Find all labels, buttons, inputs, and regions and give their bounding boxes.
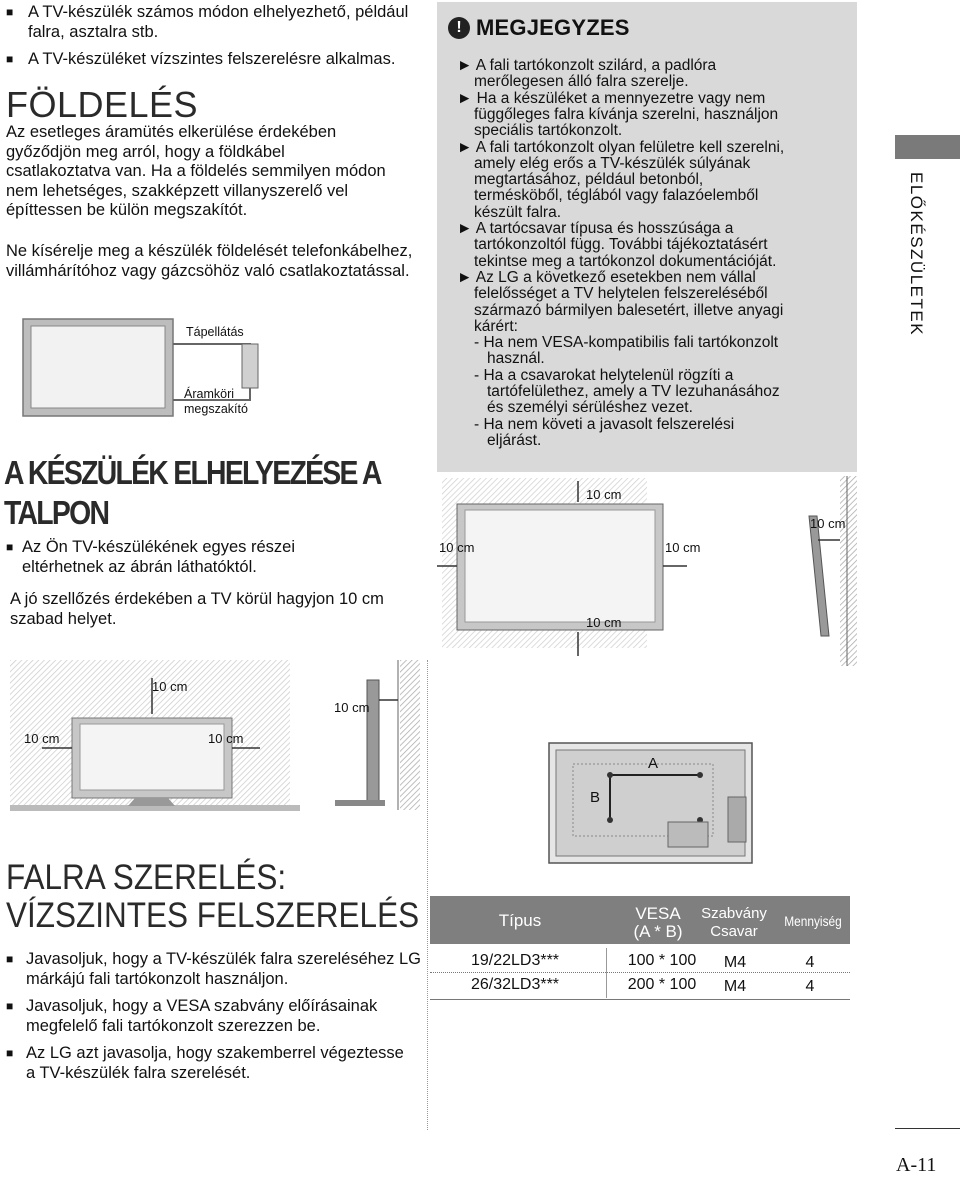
side-tab-label: ELŐKÉSZÜLETEK <box>907 172 926 337</box>
row1-screw: M4 <box>723 954 747 971</box>
row2-screw: M4 <box>723 978 747 995</box>
bullet-icon: ■ <box>6 540 14 554</box>
stand-bullet <box>6 538 366 577</box>
side-tab-bar <box>895 135 960 159</box>
wall-mount-title-2: VÍZSZINTES FELSZERELÉS <box>6 896 420 935</box>
bullet-text: Az LG azt javasolja, hogy szakemberrel végeztesse a TV-készülék falra szerelését. <box>26 1044 404 1082</box>
row1-qty: 4 <box>805 954 815 971</box>
page-number-rule <box>895 1128 960 1129</box>
bullet-text: Javasoljuk, hogy a VESA szabvány előírásainak megfelelő fali tartókonzolt szerezzen be. <box>26 997 378 1035</box>
bullet-icon: ■ <box>6 952 14 966</box>
row2-qty: 4 <box>805 978 815 995</box>
note-item-line: tekintse meg a tartókonzol dokumentációját. <box>474 252 777 270</box>
note-sub-item-line: és személyi sérüléshez vezet. <box>487 399 693 417</box>
note-item-line: felelősséget a TV helytelen felszereléséből <box>474 285 768 303</box>
clearance-top-label: 10 cm <box>152 679 188 694</box>
wall-side-label: 10 cm <box>810 516 846 531</box>
grounding-para-2: Ne kísérelje meg a készülék földelését telefonkábelhez, villámhárítóhoz vagy gázcsöhöz való csatlakoztatással. <box>6 242 413 280</box>
spec-row-divider-1 <box>430 972 850 973</box>
row2-model: 26/32LD3*** <box>470 976 560 993</box>
wall-mount-title-1: FALRA SZERELÉS: <box>6 858 287 897</box>
note-item-line-first: ► A fali tartókonzolt olyan felületre kell szerelni, <box>457 138 785 156</box>
note-item-line: tartókonzoltól függ. További tájékoztatásért <box>474 236 768 254</box>
bullet-icon: ■ <box>6 5 14 19</box>
note-item-line: termésköből, téglából vagy falazóelemből <box>474 187 759 205</box>
note-sub-item-line: tartófelülethez, amely a TV lezuhanásához <box>487 383 780 400</box>
spec-col-divider-1 <box>606 948 607 998</box>
row2-vesa: 200 * 100 <box>627 976 697 993</box>
clearance-left-label: 10 cm <box>24 731 60 746</box>
header-vesa-2: (A * B) <box>633 922 683 941</box>
note-item-line: származó bármilyen balesetért, illetve anyagi <box>474 301 784 319</box>
note-title: MEGJEGYZES <box>476 15 630 40</box>
bullet-text: Javasoljuk, hogy a TV-készülék falra szereléséhez LG márkájú fali tartókonzolt használjon. <box>26 950 421 988</box>
note-item-line: merőlegesen álló falra szerelje. <box>474 73 689 91</box>
wall-bullet-3 <box>6 1044 406 1083</box>
breaker-label-2: megszakító <box>184 402 248 416</box>
header-type: Típus <box>498 911 542 930</box>
vesa-b-label: B <box>590 789 601 806</box>
power-supply-label: Tápellátás <box>186 325 244 339</box>
header-screw-1: Szabvány <box>701 905 767 922</box>
note-item-line: megtartásához, például betonból, <box>474 171 704 189</box>
note-item-line: amely elég erős a TV-készülék súlyának <box>474 154 751 172</box>
row1-model: 19/22LD3*** <box>470 952 560 969</box>
note-item-line-first: ► Ha a készüléket a mennyezetre vagy nem <box>457 89 766 107</box>
header-screw-2: Csavar <box>710 923 758 940</box>
note-sub-item-line: - Ha a csavarokat helytelenül rögzíti a <box>474 366 734 384</box>
column-divider <box>427 660 428 1130</box>
note-sub-item-line: - Ha nem VESA-kompatibilis fali tartókonzolt <box>474 334 779 352</box>
vesa-a-label: A <box>648 755 659 772</box>
wall-left-label: 10 cm <box>439 540 475 555</box>
stand-title-2: TALPON <box>4 494 109 531</box>
note-sub-item-line: - Ha nem követi a javasolt felszerelési <box>474 415 735 433</box>
bullet-icon: ■ <box>6 52 14 66</box>
wall-bottom-label: 10 cm <box>586 615 622 630</box>
page-number: A-11 <box>896 1154 937 1176</box>
bullet-icon: ■ <box>6 999 14 1013</box>
note-item-line-first: ► Az LG a következő esetekben nem vállal <box>457 268 756 286</box>
bullet-text: A TV-készüléket vízszintes felszerelésre alkalmas. <box>28 50 396 68</box>
bullet-text: Az Ön TV-készülékének egyes részei eltérhetnek az ábrán láthatóktól. <box>22 538 295 576</box>
wall-top-label: 10 cm <box>586 487 622 502</box>
exclamation-icon: ! <box>448 17 470 39</box>
bullet-icon: ■ <box>6 1046 14 1060</box>
wall-clearance-illustration <box>437 476 857 666</box>
breaker-label-1: Áramköri <box>184 387 235 401</box>
wall-right-label: 10 cm <box>665 540 701 555</box>
bullet-text: A TV-készülék számos módon elhelyezhető, például falra, asztalra stb. <box>28 3 409 41</box>
wall-bullet-2 <box>6 997 426 1036</box>
note-item-line: készült falra. <box>474 203 562 221</box>
header-vesa-1: VESA <box>635 904 681 923</box>
row1-vesa: 100 * 100 <box>627 952 697 969</box>
header-qty: Mennyiség <box>784 913 842 929</box>
note-item-line: speciális tartókonzolt. <box>474 122 623 140</box>
note-sub-item-line: eljárást. <box>487 431 542 449</box>
grounding-para-1: Az esetleges áramütés elkerülése érdekében győződjön meg arról, hogy a földkábel csatlakoztatva van. Ha a földelés semmilyen módon nem lehetséges, szakképzett villanyszerelő vel építtessen be külön megszakítót. <box>6 123 386 219</box>
grounding-title: FÖLDELÉS <box>6 84 199 125</box>
note-item-line: kárért: <box>474 317 518 335</box>
stand-para: A jó szellőzés érdekében a TV körül hagyjon 10 cm szabad helyet. <box>10 590 384 628</box>
spec-row-divider-2 <box>430 999 850 1000</box>
top-bullet-1 <box>6 3 416 42</box>
top-bullet-2 <box>6 50 416 70</box>
clearance-rear-label: 10 cm <box>334 700 370 715</box>
stand-title-1: A KÉSZÜLÉK ELHELYEZÉSE A <box>4 454 381 491</box>
note-sub-item-line: használ. <box>487 350 545 368</box>
wall-bullet-1 <box>6 950 426 989</box>
note-item-line-first: ► A tartócsavar típusa és hosszúsága a <box>457 220 734 237</box>
note-item-line: függőleges falra kívánja szerelni, használjon <box>474 105 779 123</box>
note-item-line-first: ► A fali tartókonzolt szilárd, a padlóra <box>457 57 717 74</box>
clearance-right-label: 10 cm <box>208 731 244 746</box>
wall-clearance-diagram <box>437 476 857 666</box>
